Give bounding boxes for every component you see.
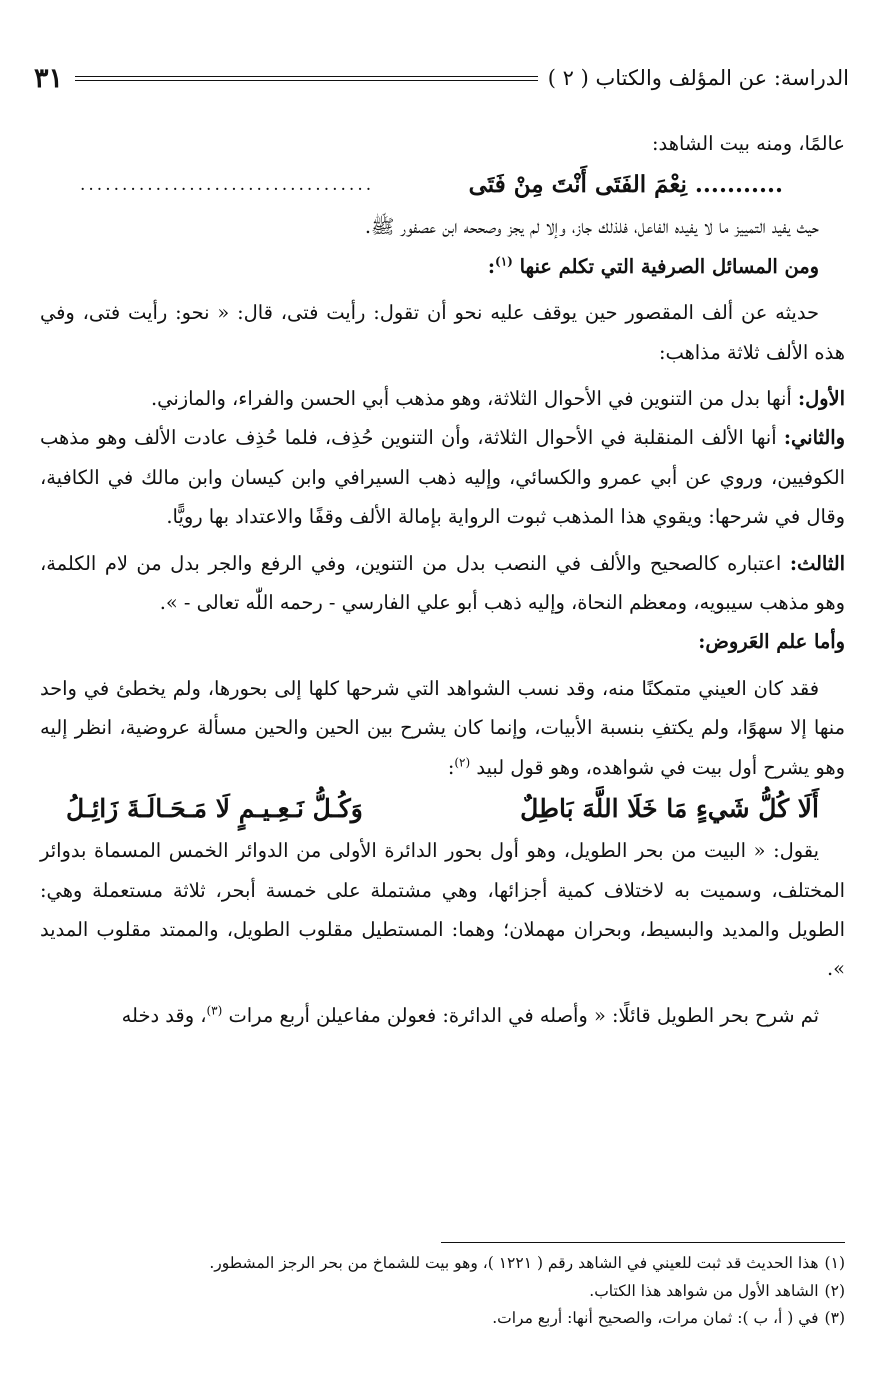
- poetry-verse: [40, 163, 845, 207]
- paragraph: الأول: أنها بدل من التنوين في الأحوال الثلاثة، وهو مذهب أبي الحسن والفراء، والمازني.: [151, 387, 845, 411]
- running-header: [34, 60, 849, 96]
- paragraph-lead: والثاني:: [783, 426, 845, 450]
- section-heading: ومن المسائل الصرفية التي تكلم عنها $^{(١)}$:: [487, 254, 819, 278]
- paragraph: يقول: « البيت من بحر الطويل، وهو أول بحور الدائرة الأولى من الدوائر الخمس المسماة بدوائر المختلف، وسميت به لاختلاف كمية أجزائها، وهي مشتملة على خمسة أبحر، ثلاثة مستعملة وهي: الطويل والمديد والبسيط، وبحران مهملان؛ وهما: المستطيل مقلوب الطويل، والممتد مقلوب المديد ».: [40, 839, 845, 981]
- footnote-number: (٣): [824, 1309, 845, 1327]
- header-double-rule: [75, 76, 538, 81]
- paragraph: عالمًا، ومنه بيت الشاهد:: [652, 132, 845, 155]
- footnote-separator: [441, 1242, 845, 1243]
- paragraph: الثالث: اعتباره كالصحيح والألف في النصب بدل من التنوين، وفي الرفع والجر بدل من لام الكلمة، وهو مذهب سيبويه، ومعظم النحاة، وإليه ذهب أبو علي الفارسي - رحمه اللّٰه تعالى - ».: [40, 551, 845, 615]
- footnote-text: في ( أ، ب ): ثمان مرات، والصحيح أنها: أربع مرات.: [492, 1309, 819, 1327]
- footnote-number: (١): [824, 1254, 845, 1272]
- header-title: الدراسة: عن المؤلف والكتاب ( ٢ ): [547, 66, 849, 90]
- footnote-marker: (١): [495, 254, 513, 269]
- footnote-text: الشاهد الأول من شواهد هذا الكتاب.: [589, 1281, 819, 1300]
- verse-first-hemistich: أَلَا كُلُّ شَيءٍ مَا خَلَا اللَّهَ بَاطِلٌ: [520, 794, 819, 824]
- section-heading: وأما علم العَروض:: [698, 630, 845, 654]
- footnote: [40, 1305, 845, 1333]
- paragraph-lead: الأول:: [797, 387, 845, 411]
- footnote-marker: (٣): [206, 1003, 223, 1018]
- poetry-verse: [40, 787, 845, 831]
- footnote: [40, 1278, 845, 1306]
- paragraph: حديثه عن ألف المقصور حين يوقف عليه نحو أن تقول: رأيت فتى، قال: « نحو: رأيت فتى، وفي هذه الألف ثلاثة مذاهب:: [40, 301, 845, 364]
- footnote: [40, 1250, 845, 1278]
- verse-first-hemistich: ........... نِعْمَ الفَتَى أَنْتَ مِنْ فَتَى: [468, 171, 783, 199]
- verse-second-hemistich: وَكُـلُّ نَـعِـيـمٍ لَا مَـحَـالَـةَ زَائِـلُ: [66, 794, 363, 824]
- paragraph: فقد كان العيني متمكنًا منه، وقد نسب الشواهد التي شرحها كلها إلى بحورها، ولم يخطئ في واحد منها إلا سهوًا، ولم يكتفِ بنسبة الأبيات، وإنما كان يشرح بين الحين والحين مسألة عروضية، انظر إليه وهو يشرح أول بيت في شواهده، وهو قول لبيد $^{(٢)}$:: [40, 676, 845, 779]
- footnote-text: هذا الحديث قد ثبت للعيني في الشاهد رقم ( ١٢٢١ )، وهو بيت للشماخ من بحر الرجز المشطور.: [209, 1254, 819, 1272]
- paragraph: ثم شرح بحر الطويل قائلًا: « وأصله في الدائرة: فعولن مفاعيلن أربع مرات $^{(٣)}$، وقد دخله: [121, 1003, 819, 1027]
- verse-second-hemistich: ...................................: [80, 175, 375, 196]
- paragraph-lead: الثالث:: [789, 551, 845, 575]
- footnotes: [40, 1250, 845, 1333]
- paragraph: حيث يفيد التمييز ما لا يفيده الفاعل، فلذلك جاز، وإلا لم يجز وصححه ابن عصفور ﷺ.: [364, 215, 819, 239]
- paragraph: والثاني: أنها الألف المنقلبة في الأحوال الثلاثة، وأن التنوين حُذِف، فلما حُذِف عادت الألف وهو مذهب الكوفيين، وروي عن أبي عمرو والكسائي، وإليه ذهب السيرافي وابن كيسان وابن مالك في الكافية، وقال في شرحها: ويقوي هذا المذهب ثبوت الرواية بإمالة الألف وقفًا والاعتداد بها رويًّا.: [40, 426, 845, 529]
- footnote-number: (٢): [824, 1281, 845, 1300]
- main-text: [40, 124, 845, 1035]
- page-number: ٣١: [34, 62, 64, 94]
- footnote-marker: (٢): [454, 755, 471, 770]
